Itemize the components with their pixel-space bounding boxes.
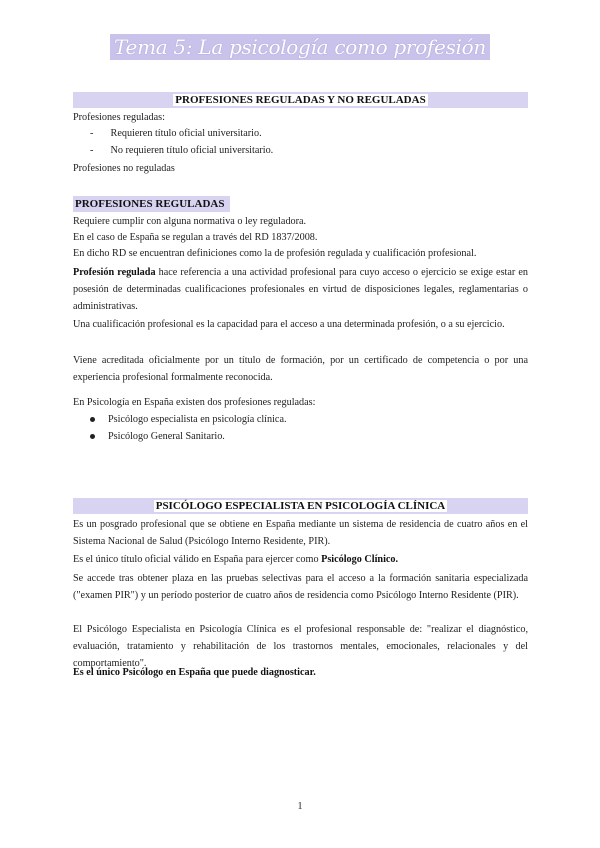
list-item-text: Requieren título oficial universitario. (110, 128, 262, 139)
list-item (90, 429, 225, 445)
paragraph: Se accede tras obtener plaza en las pruebas selectivas para el acceso a la formación sanitaria especializada ("examen PIR") y un período posterior de cuatro años de residencia como Psicólogo Interno Residente (PIR). (73, 573, 528, 601)
page-title: Tema 5: La psicología como profesión (110, 34, 490, 60)
list-item-text: Psicólogo General Sanitario. (108, 431, 225, 442)
bold-term: Profesión regulada (73, 267, 156, 278)
paragraph-text: Es el único título oficial válido en España para ejercer como (73, 554, 322, 565)
section-heading-band (73, 498, 528, 514)
title-wrap (0, 34, 600, 60)
list-item (90, 126, 262, 142)
regulated-intro: Profesiones reguladas: (73, 112, 165, 123)
list-item (90, 143, 273, 159)
paragraph (73, 665, 528, 681)
paragraph: En el caso de España se regulan a través del RD 1837/2008. (73, 232, 318, 243)
paragraph: Viene acreditada oficialmente por un título de formación, por un certificado de competencia o por una experiencia profesional formalmente reconocida. (73, 355, 528, 383)
paragraph: Requiere cumplir con alguna normativa o ley reguladora. (73, 216, 307, 227)
list-item (90, 412, 287, 428)
section-heading-band (73, 92, 528, 108)
list-item-text: No requieren título oficial universitario. (110, 145, 274, 156)
list-item-text: Psicólogo especialista en psicología clínica. (108, 414, 287, 425)
paragraph: El Psicólogo Especialista en Psicología Clínica es el profesional responsable de: "realizar el diagnóstico, evaluación, tratamiento y rehabilitación de los trastornos mentales, emocionales, relacionales y del comportamiento". (73, 624, 528, 669)
section-heading-band (73, 196, 230, 212)
page-number: 1 (297, 801, 303, 812)
bullet-icon (90, 417, 95, 422)
dash-marker: - (90, 145, 94, 156)
definition-paragraph (73, 264, 528, 315)
section-heading-regulated: PROFESIONES REGULADAS (75, 198, 225, 210)
paragraph: Una cualificación profesional es la capacidad para el acceso a una determinada profesión, o a su ejercicio. (73, 319, 505, 330)
bold-term: Psicólogo Clínico. (321, 554, 399, 565)
paragraph: En dicho RD se encuentran definiciones como la de profesión regulada y cualificación profesional. (73, 248, 477, 259)
bullet-icon (90, 434, 95, 439)
section-heading-regulated-and-unregulated: PROFESIONES REGULADAS Y NO REGULADAS (175, 94, 426, 106)
unregulated-label: Profesiones no reguladas (73, 163, 175, 174)
dash-marker: - (90, 128, 94, 139)
section-heading-clinical-psychologist: PSICÓLOGO ESPECIALISTA EN PSICOLOGÍA CLÍNICA (155, 500, 446, 512)
bold-statement: Es el único Psicólogo en España que puede diagnosticar. (73, 667, 316, 678)
paragraph: Es un posgrado profesional que se obtiene en España mediante un sistema de residencia de cuatro años en el Sistema Nacional de Salud (Psicólogo Interno Residente, PIR). (73, 519, 528, 547)
paragraph (73, 552, 528, 568)
definition-text: hace referencia a una actividad profesional para cuyo acceso o ejercicio se exige estar en posesión de determinadas cualificaciones profesionales en virtud de disposiciones legales, reglamentarias o administrativas. (73, 267, 528, 312)
paragraph: En Psicología en España existen dos profesiones reguladas: (73, 397, 316, 408)
